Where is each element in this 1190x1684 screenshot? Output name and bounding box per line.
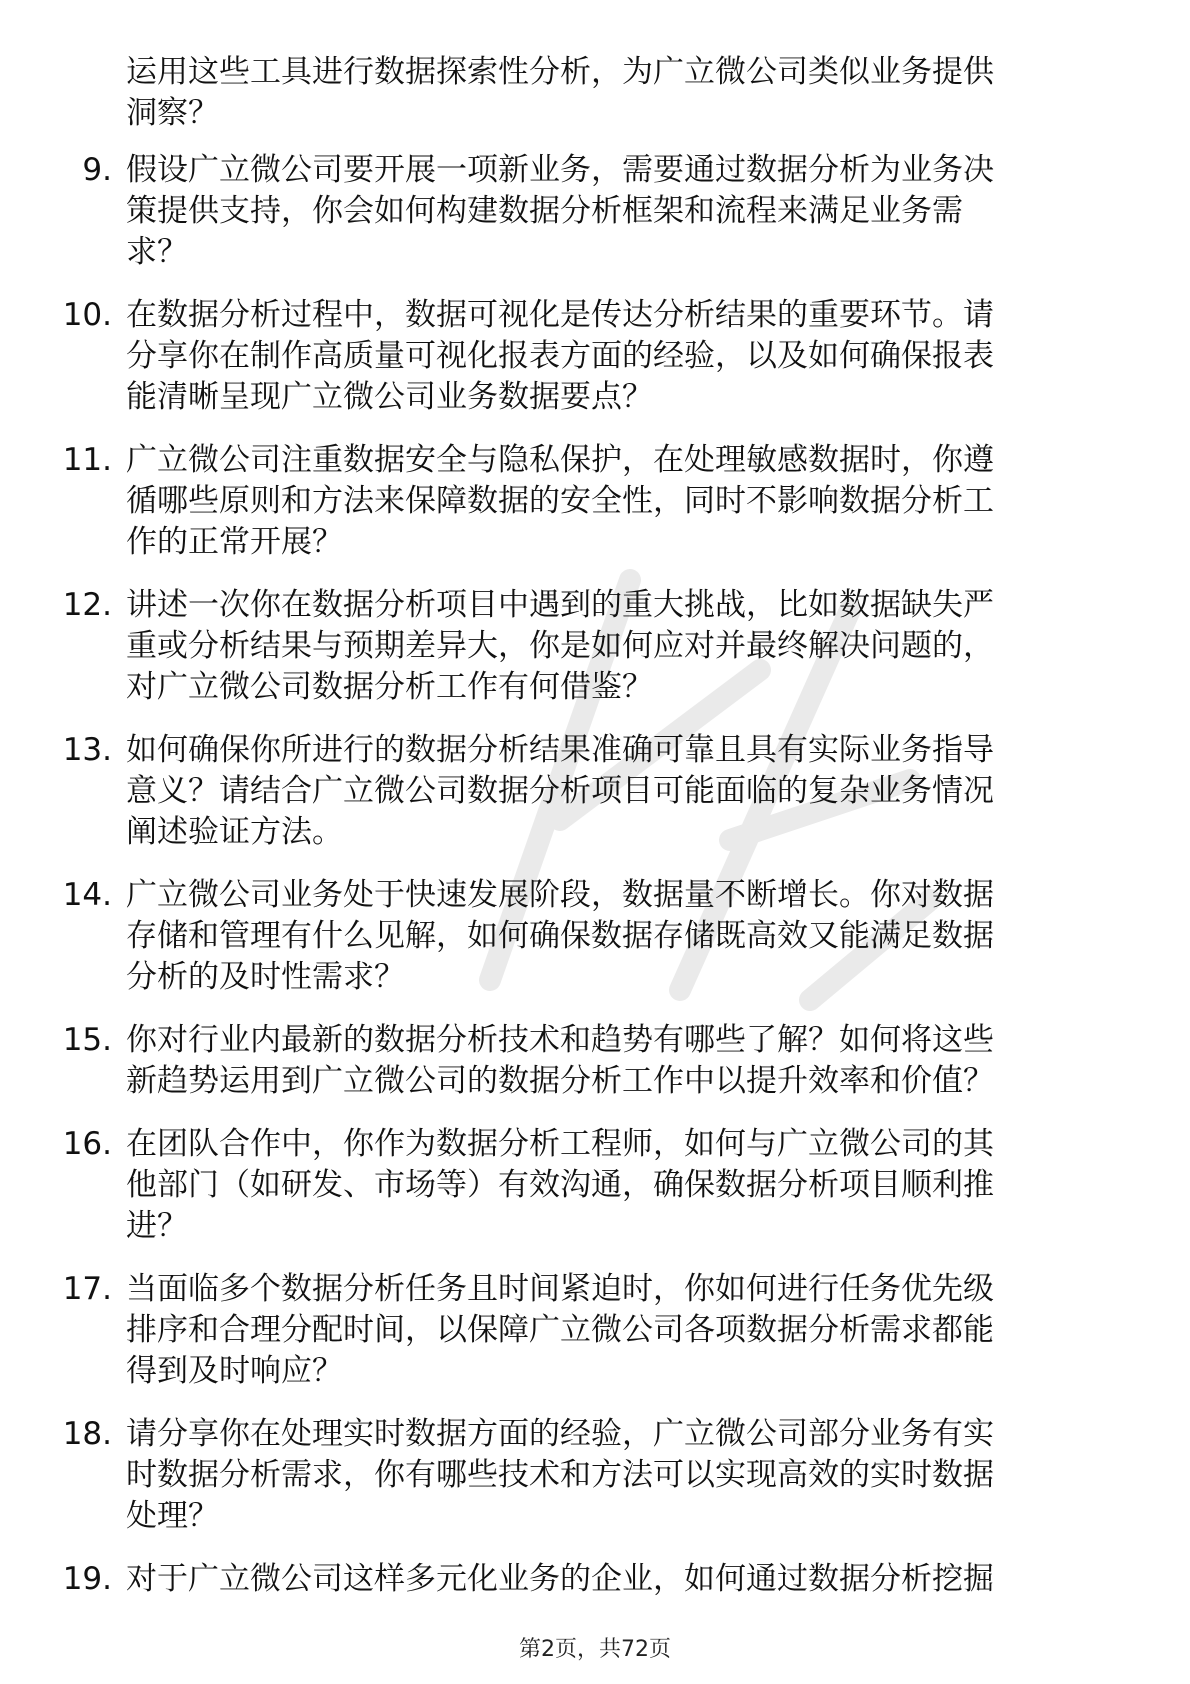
question-line: 阐述验证方法。 — [126, 814, 343, 850]
question-item — [0, 730, 1190, 853]
question-number: 18. — [62, 1416, 112, 1452]
question-item — [0, 150, 1190, 273]
question-line: 如何确保你所进行的数据分析结果准确可靠且具有实际业务指导 — [126, 732, 994, 768]
question-line: 讲述一次你在数据分析项目中遇到的重大挑战，比如数据缺失严 — [126, 587, 994, 623]
question-line: 假设广立微公司要开展一项新业务，需要通过数据分析为业务决 — [126, 152, 994, 188]
question-line: 存储和管理有什么见解，如何确保数据存储既高效又能满足数据 — [126, 918, 994, 954]
question-line: 对广立微公司数据分析工作有何借鉴？ — [126, 669, 653, 705]
question-text — [126, 150, 1116, 273]
question-line: 求？ — [126, 234, 188, 270]
question-item — [0, 295, 1190, 418]
question-text — [126, 730, 1116, 853]
question-line: 你对行业内最新的数据分析技术和趋势有哪些了解？如何将这些 — [126, 1022, 994, 1058]
question-line: 分享你在制作高质量可视化报表方面的经验，以及如何确保报表 — [126, 338, 994, 374]
question-text — [126, 1124, 1116, 1247]
question-line: 重或分析结果与预期差异大，你是如何应对并最终解决问题的， — [126, 628, 994, 664]
question-line: 当面临多个数据分析任务且时间紧迫时，你如何进行任务优先级 — [126, 1271, 994, 1307]
question-text — [126, 1269, 1116, 1392]
question-number: 12. — [62, 587, 112, 623]
question-item — [0, 1020, 1190, 1102]
question-number: 11. — [62, 442, 112, 478]
question-text — [126, 1020, 1116, 1102]
question-number: 17. — [62, 1271, 112, 1307]
question-text — [126, 1559, 1116, 1600]
question-line: 广立微公司注重数据安全与隐私保护，在处理敏感数据时，你遵 — [126, 442, 994, 478]
question-line: 分析的及时性需求？ — [126, 959, 405, 995]
question-line: 广立微公司业务处于快速发展阶段，数据量不断增长。你对数据 — [126, 877, 994, 913]
question-line: 能清晰呈现广立微公司业务数据要点？ — [126, 379, 653, 415]
question-line: 作的正常开展？ — [126, 524, 343, 560]
page-footer: 第2页，共72页 — [519, 1637, 671, 1662]
question-line: 时数据分析需求，你有哪些技术和方法可以实现高效的实时数据 — [126, 1457, 994, 1493]
question-item — [0, 1414, 1190, 1537]
question-text — [126, 440, 1116, 563]
question-line: 他部门（如研发、市场等）有效沟通，确保数据分析项目顺利推 — [126, 1167, 994, 1203]
question-line: 意义？请结合广立微公司数据分析项目可能面临的复杂业务情况 — [126, 773, 994, 809]
question-item — [0, 1559, 1190, 1600]
question-line: 新趋势运用到广立微公司的数据分析工作中以提升效率和价值？ — [126, 1063, 994, 1099]
question-line: 在团队合作中，你作为数据分析工程师，如何与广立微公司的其 — [126, 1126, 994, 1162]
question-item — [0, 875, 1190, 998]
question-item — [0, 440, 1190, 563]
question-line: 在数据分析过程中，数据可视化是传达分析结果的重要环节。请 — [126, 297, 994, 333]
question-item — [0, 1124, 1190, 1247]
continuation-paragraph — [126, 52, 1116, 134]
question-number: 9. — [82, 152, 112, 188]
question-line: 得到及时响应？ — [126, 1353, 343, 1389]
question-list — [0, 150, 1190, 1622]
question-number: 15. — [62, 1022, 112, 1058]
question-text — [126, 875, 1116, 998]
question-number: 13. — [62, 732, 112, 768]
question-line: 进？ — [126, 1208, 188, 1244]
question-number: 19. — [62, 1561, 112, 1597]
question-line: 策提供支持，你会如何构建数据分析框架和流程来满足业务需 — [126, 193, 963, 229]
question-number: 16. — [62, 1126, 112, 1162]
question-line: 对于广立微公司这样多元化业务的企业，如何通过数据分析挖掘 — [126, 1561, 994, 1597]
question-number: 14. — [62, 877, 112, 913]
question-text — [126, 295, 1116, 418]
question-item — [0, 585, 1190, 708]
continuation-line: 洞察？ — [126, 95, 219, 131]
question-text — [126, 585, 1116, 708]
question-item — [0, 1269, 1190, 1392]
question-line: 循哪些原则和方法来保障数据的安全性，同时不影响数据分析工 — [126, 483, 994, 519]
question-line: 处理？ — [126, 1498, 219, 1534]
question-number: 10. — [62, 297, 112, 333]
question-line: 请分享你在处理实时数据方面的经验，广立微公司部分业务有实 — [126, 1416, 994, 1452]
continuation-line: 运用这些工具进行数据探索性分析，为广立微公司类似业务提供 — [126, 54, 994, 90]
question-line: 排序和合理分配时间，以保障广立微公司各项数据分析需求都能 — [126, 1312, 994, 1348]
question-text — [126, 1414, 1116, 1537]
